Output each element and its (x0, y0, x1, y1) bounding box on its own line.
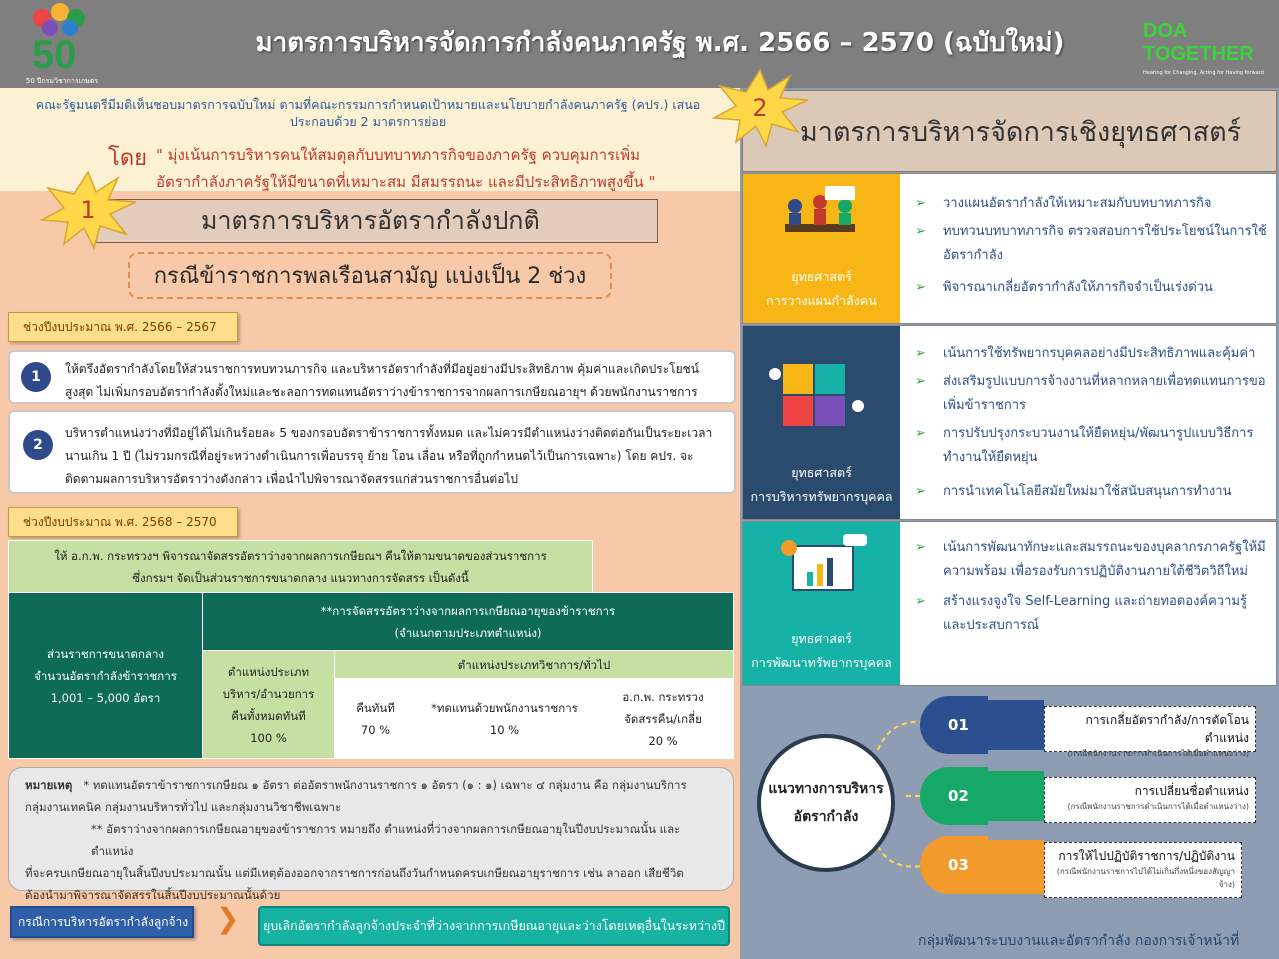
exec-pct: 100 % (250, 730, 287, 745)
allocation-table-head (9, 541, 593, 593)
doa-50-logo (12, 2, 112, 84)
strategy-card-workforce-planning (742, 173, 1277, 324)
return-now-cell (335, 679, 417, 759)
allocation-head-line1: ให้ อ.ก.พ. กระทรวงฯ พิจารณาจัดสรรอัตราว่างจากผลการเกษียณฯ คืนให้ตามขนาดของส่วนราชการ (54, 548, 547, 563)
remarks-line4: ที่จะครบเกษียณอายุในสิ้นปีงบประมาณนั้น แต่มีเหตุต้องออกจากราชการก่อนถึงวันกำหนดครบเกษียณอายุราชการ เช่น ลาออก เสียชีวิต (25, 866, 684, 880)
strategy-2-label2: การบริหารทรัพยากรบุคคล (750, 489, 893, 504)
strategy-3-panel (743, 522, 900, 685)
measure2-star-badge (710, 68, 810, 148)
measure1-star-badge (38, 170, 138, 250)
strategy-3-label1: ยุทธศาสตร์ (791, 631, 852, 646)
strategy-2-bullet-1: ➢ เน้นการใช้ทรัพยากรบุคคลอย่างมีประสิทธิภาพและคุ้มค่า (915, 342, 1270, 366)
presentation-board-icon (773, 532, 873, 615)
replace-staff-label: *ทดแทนด้วยพนักงานราชการ (431, 700, 578, 715)
strategy-2-bullets (915, 342, 1270, 504)
period1-label: ช่วงปีงบประมาณ พ.ศ. 2566 – 2567 (8, 312, 238, 342)
strategy-3-bullet-2: ➢ สร้างแรงจูงใจ Self-Learning และถ่ายทอดองค์ความรู้และประสบการณ์ (915, 590, 1270, 638)
strategy-2-panel (743, 326, 900, 519)
employee-case-button[interactable]: กรณีการบริหารอัตรากำลังลูกจ้าง (10, 906, 194, 938)
strategy-3-bullets (915, 536, 1270, 638)
measure1-number: 1 (80, 196, 96, 224)
guideline-01-band (988, 700, 1044, 750)
strategy-1-label2: การวางแผนกำลังคน (766, 293, 877, 308)
intro-text: คณะรัฐมนตรีมีมติเห็นชอบมาตรการฉบับใหม่ ตามที่คณะกรรมการกำหนดเป้าหมายและนโยบายกำลังคนภาครัฐ (คปร.) เสนอ ประกอบด้วย 2 มาตรการย่อย (35, 97, 701, 129)
exec-line2: บริหาร/อำนวยการ (222, 686, 315, 701)
planning-team-icon (765, 184, 875, 262)
period1-item-2-number: 2 (23, 430, 53, 460)
intro-quote-line2: อัตรากำลังภาครัฐให้มีขนาดที่เหมาะสม มีสมรรถนะ และมีประสิทธิภาพสูงขึ้น " (156, 173, 656, 191)
strategy-1-bullet-2: ➢ ทบทวนบทบาทภารกิจ ตรวจสอบการใช้ประโยชน์ในการใช้อัตรากำลัง (915, 220, 1270, 268)
strategy-card-hr-management (742, 325, 1277, 520)
replace-staff-cell (417, 679, 593, 759)
strategy-3-label2: การพัฒนาทรัพยากรบุคคล (751, 655, 892, 670)
intro-quote (156, 142, 696, 196)
period2-label: ช่วงปีงบประมาณ พ.ศ. 2568 – 2570 (8, 507, 238, 537)
guideline-03-band (988, 840, 1044, 894)
strategy-2-label1: ยุทธศาสตร์ (791, 465, 852, 480)
return-now-pct: 70 % (360, 722, 391, 737)
puzzle-team-icon (763, 344, 878, 442)
guideline-03-title: การให้ไปปฏิบัติราชการ/ปฏิบัติงาน (1058, 849, 1235, 863)
guideline-03-box (1044, 842, 1242, 898)
doa-50-logo-text: 50 ปีกรมวิชาการเกษตร (25, 77, 99, 85)
guideline-02-number: 02 (920, 767, 988, 825)
measure1-case-label: กรณีข้าราชการพลเรือนสามัญ แบ่งเป็น 2 ช่วง (128, 252, 612, 299)
remarks-line2: กลุ่มงานเทคนิค กลุ่มงานบริหารทั่วไป และกลุ่มงานวิชาชีพเฉพาะ (25, 800, 342, 814)
measure2-title: มาตรการบริหารจัดการเชิงยุทธศาสตร์ (742, 90, 1277, 172)
guideline-center-line1: แนวทางการบริหาร (768, 781, 884, 797)
strategy-3-label (743, 627, 900, 675)
allocation-header-line2: (จำแนกตามประเภทตำแหน่ง) (394, 625, 542, 640)
agency-size-cell (9, 593, 203, 759)
guideline-02-band (988, 771, 1044, 821)
svg-text:50: 50 (32, 33, 77, 72)
guideline-01-title: การเกลี่ยอัตรากำลัง/การตัดโอนตำแหน่ง (1085, 713, 1249, 745)
allocation-table (8, 540, 734, 759)
remarks-line5: ต้องนำมาพิจารณาจัดสรรในสิ้นปีงบประมาณนั้นด้วย (25, 888, 281, 902)
strategy-1-label1: ยุทธศาสตร์ (791, 269, 852, 284)
strategy-2-bullet-4: ➢ การนำเทคโนโลยีสมัยใหม่มาใช้สนับสนุนการทำงาน (915, 480, 1270, 504)
allocation-header-cell (203, 593, 734, 651)
period1-item-2-text: บริหารตำแหน่งว่างที่มีอยู่ได้ไม่เกินร้อยละ 5 ของกรอบอัตราข้าราชการทั้งหมด และไม่ควรมีตำแหน่งว่างติดต่อกันเป็นระยะเวลานานเกิน 1 ปี (ไม่รวมกรณีที่อยู่ระหว่างดำเนินการเพื่อบรรจุ ย้าย โอน เลื่อน หรือที่ถูกกำหนดไว้เป็นการเฉพาะ) โดย คปร. จะติดตามผลการบริหารอัตราว่างดังกล่าว เพื่อนำไปพิจารณาจัดสรรแก่ส่วนราชการอื่นต่อไป (65, 426, 713, 486)
guideline-02-box (1044, 777, 1256, 823)
exec-line1: ตำแหน่งประเภท (227, 664, 310, 679)
doa-together-tagline: Hearing for Changing, Acting for Having forward (1143, 70, 1264, 76)
agency-size-line1: ส่วนราชการขนาดกลาง (46, 646, 165, 661)
remarks-line1: * ทดแทนอัตราข้าราชการเกษียณ ๑ อัตรา ต่ออัตราพนักงานราชการ ๑ อัตรา (๑ : ๑) เฉพาะ ๔ กลุ่มงาน คือ กลุ่มงานบริการ (83, 778, 687, 792)
ministry-realloc-line1: อ.ก.พ. กระทรวง (622, 689, 704, 704)
strategy-1-bullet-1: ➢ วางแผนอัตรากำลังให้เหมาะสมกับบทบาทภารกิจ (915, 192, 1270, 216)
academic-header-cell: ตำแหน่งประเภทวิชาการ/ทั่วไป (335, 651, 734, 679)
guideline-center-line2: อัตรากำลัง (793, 809, 859, 825)
guideline-01-box (1044, 706, 1256, 758)
guideline-01-number: 01 (920, 696, 988, 754)
guideline-01-sub: (กรณีพนักงานราชการดำเนินการได้เมื่อตำแหน่งว่าง) (1067, 749, 1249, 758)
period1-item-1-text: ให้ตรึงอัตรากำลังโดยให้ส่วนราชการทบทวนภารกิจ และบริหารอัตรากำลังที่มีอยู่อย่างมีประสิทธิภาพ คุ้มค่าและเกิดประโยชน์สูงสุด ไม่เพิ่มกรอบอัตรากำลังตั้งใหม่และชะลอการทดแทนอัตราว่างข้าราชการจากผลการเกษียณอายุฯ ด้วยพนักงานราชการ (65, 362, 699, 399)
strategy-3-bullet-1: ➢ เน้นการพัฒนาทักษะและสมรรถนะของบุคลากรภาครัฐให้มีความพร้อม เพื่อรองรับการปฏิบัติงานภายใต้ชีวิตวิถีใหม่ (915, 536, 1270, 584)
period1-item-2 (8, 410, 736, 494)
doa-together-logo-text: DOA TOGETHER (1143, 20, 1254, 65)
exec-line3: คืนทั้งหมดทันที (231, 708, 306, 723)
remarks-box (8, 767, 734, 902)
abolish-positions-button[interactable]: ยุบเลิกอัตรากำลังลูกจ้างประจำที่ว่างจากการเกษียณอายุและว่างโดยเหตุอื่นในระหว่างปี (258, 906, 730, 946)
guideline-03-number: 03 (920, 836, 988, 894)
intro-doi: โดย (108, 146, 147, 171)
strategy-card-hr-development (742, 521, 1277, 686)
allocation-head-line2: ซึ่งกรมฯ จัดเป็นส่วนราชการขนาดกลาง แนวทางการจัดสรร เป็นดังนี้ (132, 570, 469, 585)
exec-position-cell (203, 651, 335, 759)
return-now-label: คืนทันที (356, 700, 395, 715)
strategy-2-bullet-2: ➢ ส่งเสริมรูปแบบการจ้างงานที่หลากหลายเพื่อทดแทนการขอเพิ่มข้าราชการ (915, 370, 1270, 418)
ministry-realloc-pct: 20 % (648, 733, 678, 748)
period1-item-1-number: 1 (21, 362, 51, 392)
strategy-1-bullet-3: ➢ พิจารณาเกลี่ยอัตรากำลังให้ภารกิจจำเป็นเร่งด่วน (915, 276, 1270, 300)
strategy-2-label (743, 461, 900, 509)
strategy-1-label (743, 265, 900, 313)
footer-department: กลุ่มพัฒนาระบบงานและอัตรากำลัง กองการเจ้าหน้าที่ (918, 933, 1240, 949)
remarks-title: หมายเหตุ (25, 778, 73, 792)
remarks-line3: ** อัตราว่างจากผลการเกษียณอายุของข้าราชการ หมายถึง ตำแหน่งที่ว่างจากผลการเกษียณอายุในปีงบประมาณนั้น และตำแหน่ง (91, 822, 681, 858)
guideline-center (757, 734, 895, 872)
guideline-02-title: การเปลี่ยนชื่อตำแหน่ง (1134, 784, 1249, 798)
page-title: มาตรการบริหารจัดการกำลังคนภาครัฐ พ.ศ. 2566 – 2570 (ฉบับใหม่) (255, 28, 1065, 58)
ministry-realloc-line2: จัดสรรคืน/เกลี่ย (624, 711, 702, 726)
guideline-02-sub: (กรณีพนักงานราชการดำเนินการได้เมื่อตำแหน่งว่าง) (1067, 802, 1249, 811)
replace-staff-pct: 10 % (489, 722, 520, 737)
strategy-1-bullets (915, 192, 1270, 300)
intro-quote-line1: " มุ่งเน้นการบริหารคนให้สมดุลกับบทบาทภารกิจของภาครัฐ ควบคุมการเพิ่ม (156, 146, 640, 164)
agency-size-line3: 1,001 – 5,000 อัตรา (50, 690, 161, 705)
ministry-realloc-cell (593, 679, 734, 759)
guideline-03-sub: (กรณีพนักงานราชการไปได้ไม่เกินกึ่งหนึ่งของสัญญาจ้าง) (1056, 867, 1235, 889)
measure2-number: 2 (752, 94, 768, 122)
chevron-right-icon: ❯ (216, 902, 240, 935)
period1-item-1 (8, 350, 736, 404)
measure1-title: มาตรการบริหารอัตรากำลังปกติ (95, 199, 658, 243)
strategy-1-panel (743, 174, 900, 323)
strategy-2-bullet-3: ➢ การปรับปรุงกระบวนงานให้ยืดหยุ่น/พัฒนารูปแบบวิธีการทำงานให้ยืดหยุ่น (915, 422, 1270, 470)
agency-size-line2: จำนวนอัตรากำลังข้าราชการ (34, 668, 177, 683)
doa-together-logo (1143, 20, 1275, 76)
allocation-header-line1: **การจัดสรรอัตราว่างจากผลการเกษียณอายุของข้าราชการ (320, 603, 616, 618)
